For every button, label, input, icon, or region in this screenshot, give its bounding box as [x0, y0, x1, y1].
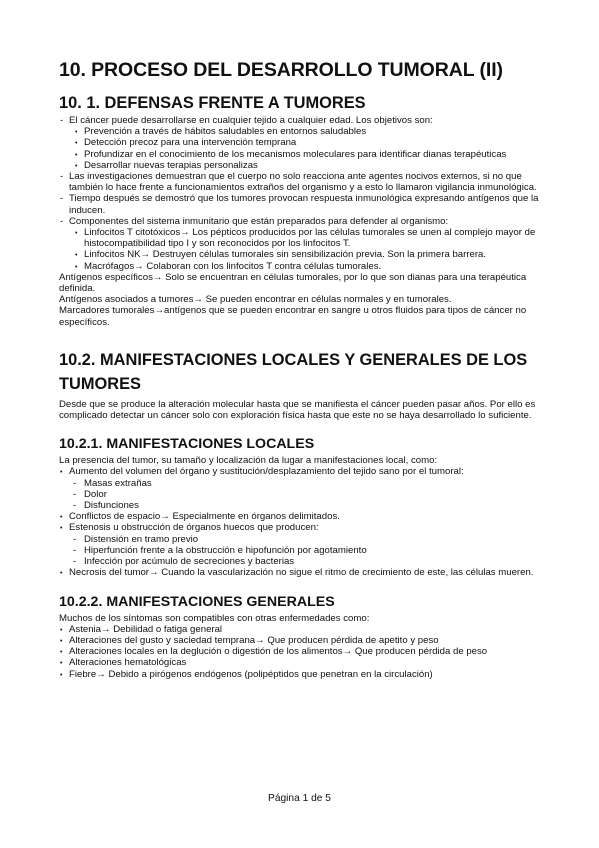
- list-item: - Tiempo después se demostró que los tumores provocan respuesta inmunológica expresando antígenos que la inducen.: [59, 193, 547, 215]
- subsection-heading-locales: 10.2.1. MANIFESTACIONES LOCALES: [59, 436, 315, 453]
- sub-list-item: • Macrófagos→ Colaboran con los linfocitos T contra células tumorales.: [59, 261, 547, 272]
- sub-list-item: • Linfocitos NK→ Destruyen células tumorales sin sensibilización previa. Son la primera barrera.: [59, 249, 547, 260]
- document-page: [59, 58, 547, 680]
- list-item: • Alteraciones del gusto y saciedad temprana→ Que producen pérdida de apetito y peso: [59, 635, 547, 646]
- paragraph: La presencia del tumor, su tamaño y localización da lugar a manifestaciones local, como:: [59, 455, 438, 467]
- section-heading-defensas: 10. 1. DEFENSAS FRENTE A TUMORES: [59, 94, 366, 112]
- sub-list-item: - Infección por acúmulo de secreciones y bacterias: [59, 556, 547, 567]
- sub-list-item: • Desarrollar nuevas terapias personalizas: [59, 160, 547, 171]
- page-number-footer: Página 1 de 5: [268, 793, 331, 804]
- section-heading-manifestaciones: 10.2. MANIFESTACIONES LOCALES Y GENERALES DE LOS TUMORES: [59, 350, 528, 393]
- sub-list-item: - Masas extrañas: [59, 478, 547, 489]
- sub-list-item: • Detección precoz para una intervención temprana: [59, 137, 547, 148]
- subsection-heading-generales: 10.2.2. MANIFESTACIONES GENERALES: [59, 593, 335, 610]
- list-item: • Alteraciones locales en la deglución o digestión de los alimentos→ Que producen pérdida de peso: [59, 646, 547, 657]
- list-item: - Las investigaciones demuestran que el cuerpo no solo reacciona ante agentes nocivos externos, si no que también lo hace frente a funcionamientos extraños del organismo y a esto lo llamaron vigilancia inmunológica.: [59, 171, 547, 193]
- sub-list-item: - Dolor: [59, 489, 547, 500]
- paragraph: Desde que se produce la alteración molecular hasta que se manifiesta el cáncer pueden pasar años. Por ello es complicado detectar un cáncer solo con exploración física hasta que este no se haya desarrollado lo suficiente.: [59, 398, 536, 422]
- sub-list-item: • Profundizar en el conocimiento de los mecanismos moleculares para identificar dianas terapéuticas: [59, 149, 547, 160]
- sub-list-item: - Hiperfunción frente a la obstrucción e hipofunción por agotamiento: [59, 545, 547, 556]
- paragraph: Antígenos específicos→ Solo se encuentran en células tumorales, por lo que son dianas para una terapéutica definida.: [59, 271, 527, 295]
- list-item: • Necrosis del tumor→ Cuando la vascularización no sigue el ritmo de crecimiento de este, las células mueren.: [59, 567, 547, 578]
- list-item: • Fiebre→ Debido a pirógenos endógenos (polipéptidos que penetran en la circulación): [59, 669, 547, 680]
- paragraph: Marcadores tumorales→antígenos que se pueden encontrar en sangre u otros fluidos para tipos de cáncer no específicos.: [59, 305, 527, 328]
- list-item: • Estenosis u obstrucción de órganos huecos que producen:: [59, 522, 547, 533]
- list-item: • Astenia→ Debilidad o fatiga general: [59, 624, 547, 635]
- paragraph: Muchos de los síntomas son compatibles con otras enfermedades como:: [59, 612, 370, 624]
- sub-list-item: • Prevención a través de hábitos saludables en entornos saludables: [59, 126, 547, 137]
- page-title: 10. PROCESO DEL DESARROLLO TUMORAL (II): [59, 59, 503, 81]
- paragraph: Antígenos asociados a tumores→ Se pueden encontrar en células normales y en tumorales.: [59, 294, 452, 306]
- sub-list-item: - Disfunciones: [59, 500, 547, 511]
- sub-list-item: • Linfocitos T citotóxicos→ Los pépticos producidos por las células tumorales se unen al complejo mayor de histocompatibilidad tipo I y son reconocidos por los linfocitos T.: [59, 227, 547, 249]
- list-item: • Conflictos de espacio→ Especialmente en órganos delimitados.: [59, 511, 547, 522]
- list-item: • Alteraciones hematológicas: [59, 657, 547, 668]
- list-item: - Componentes del sistema inmunitario que están preparados para defender al organismo:: [59, 216, 547, 227]
- list-item: • Aumento del volumen del órgano y sustitución/desplazamiento del tejido sano por el tumoral:: [59, 466, 547, 477]
- list-item: - El cáncer puede desarrollarse en cualquier tejido a cualquier edad. Los objetivos son:: [59, 115, 547, 126]
- sub-list-item: - Distensión en tramo previo: [59, 534, 547, 545]
